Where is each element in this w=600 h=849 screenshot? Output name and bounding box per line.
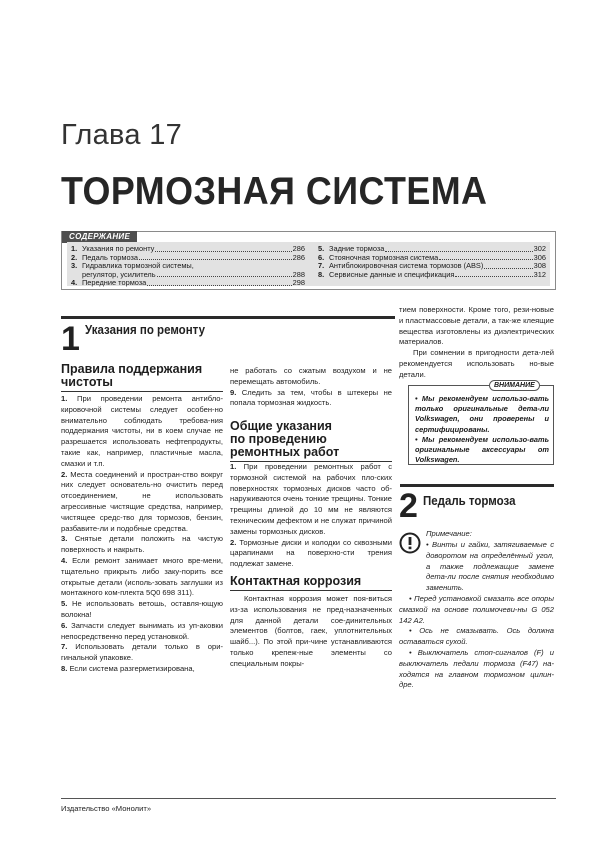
column-2-corrosion-text — [230, 594, 392, 670]
section-title: Педаль тормоза — [423, 494, 516, 508]
attention-label: ВНИМАНИЕ — [489, 380, 540, 391]
toc-heading: СОДЕРЖАНИЕ — [62, 231, 137, 243]
paragraph: 2. Места соединений и простран-ство вокруг них следует основатель-но очистить перед отсоединением, не использовать агрессивные чистящие средства, например, чистящее средс-тво для тормозов, бензин, разбавите-ли и подобные средства. — [61, 469, 223, 533]
column-2-general-text — [230, 462, 392, 570]
section-divider — [61, 316, 395, 319]
page-title: ТОРМОЗНАЯ СИСТЕМА — [61, 170, 488, 213]
column-3-top-text — [399, 305, 554, 381]
toc-column-left — [71, 245, 305, 288]
paragraph: тием поверхности. Кроме того, рези-новые и пластмассовые детали, а так-же клеящие вещества изготовлены из диэлектрических материалов. — [399, 305, 554, 347]
paragraph: 3. Снятые детали положить на чистую поверхность и накрыть. — [61, 534, 223, 555]
toc-entry[interactable]: 2. Педаль тормоза 286 — [71, 252, 305, 262]
remark-label: Примечание: — [426, 529, 472, 538]
toc-body — [67, 242, 550, 286]
paragraph: 1. При проведении ремонта антибло-кировочной системы следует особен-но внимательно соблюдать требова-ния поддержания чистоты, ни в коем случае не разрешается использовать нефтепродукты, такие как, например, пластичные масла, смазки и т.п. — [61, 394, 223, 468]
section-number: 1 — [61, 320, 80, 358]
toc-entry[interactable]: 5. Задние тормоза 302 — [318, 244, 546, 253]
chapter-label: Глава 17 — [61, 119, 183, 151]
paragraph: Контактная коррозия может поя-виться из-за использования не пред-назначенных для данной детали сое-динительных элементов (болтов, гаек, уплотнительных шайб...). По этой при-чине устанавливаются только крепеж-ные элементы со специальным покры- — [230, 594, 392, 668]
toc-entry[interactable]: 7. Антиблокировочная система тормозов (ABS) 308 — [318, 261, 546, 271]
column-1-text — [61, 394, 223, 675]
attention-text: • Мы рекомендуем использо-вать только оригинальные дета-ли Volkswagen, они проверены и сертифицированы. • Мы рекомендуем использо-вать оригинальные аксессуары от Volkswagen. — [415, 394, 549, 465]
remark-text: • Винты и гайки, затягиваемые с доворотом на определённый угол, а также подлежащие замене дета-ли после снятия необходимо заменить. • Перед установкой смазать все опоры смазкой на основе полимочеви-ны G 052 142 A2. • Ось не смазывать. Ось должна оставаться сухой. • Выключатель стоп-сигналов (F) и выключатель педали тормоза (F47) на-ходятся на главном тормозном цилин-дре. — [399, 540, 554, 690]
toc-entry[interactable]: 1. Указания по ремонту 286 — [71, 244, 305, 253]
subheading-corrosion: Контактная коррозия — [230, 575, 392, 591]
footer-divider — [61, 798, 556, 799]
paragraph: При сомнении в пригодности дета-лей рекомендуется использовать но-вые детали. — [399, 348, 554, 379]
column-2-top-text — [230, 366, 392, 409]
publisher-footer: Издательство «Монолит» — [61, 804, 152, 813]
paragraph: 5. Не использовать ветошь, оставля-ющую волокна! — [61, 599, 223, 619]
paragraph: 4. Если ремонт занимает много вре-мени, тщательно прикрыть либо заку-порить все открытые детали (исполь-зовать заглушки из монтажного ком-плекта 5Q0 698 311). — [61, 555, 223, 598]
section-number: 2 — [399, 487, 418, 525]
toc-entry[interactable]: 4. Передние тормоза 298 — [71, 278, 305, 288]
paragraph: 7. Использовать детали только в ори-гинальной упаковке. — [61, 642, 223, 663]
paragraph: 9. Следить за тем, чтобы в штекеры не попала тормозная жидкость. — [230, 387, 392, 408]
toc-column-right — [318, 245, 546, 279]
attention-box — [408, 382, 554, 465]
toc-entry[interactable]: 3. Гидравлика тормозной системы, регулятор, усилитель 288 — [71, 261, 305, 279]
subheading-cleanliness: Правила поддержания чистоты — [61, 363, 223, 392]
paragraph: 1. При проведении ремонтных работ с тормозной системой на рабочих пло-ских поверхностях тормозных дисков часто об-наруживаются очень тонкие трещины. Тонкие трещины длиной до 10 мм не являются техническим дефектом и не служат причиной замены тормозных дисков. — [230, 462, 392, 536]
section-title: Указания по ремонту — [85, 323, 205, 337]
subheading-general: Общие указания по проведению ремонтных работ — [230, 420, 392, 464]
paragraph: 8. Если система разгерметизирована, — [61, 663, 195, 673]
table-of-contents — [61, 231, 556, 290]
paragraph: 2. Тормозные диски и колодки со сквозными царапинами на поверхно-сти трения подлежат замене. — [230, 537, 392, 569]
paragraph: не работать со сжатым воздухом и не перемещать автомобиль. — [230, 366, 392, 386]
toc-entry[interactable]: 8. Сервисные данные и спецификация 312 — [318, 269, 546, 279]
paragraph: 6. Запчасти следует вынимать из уп-аковки непосредственно перед установкой. — [61, 620, 223, 641]
toc-entry[interactable]: 6. Стояночная тормозная система 306 — [318, 252, 546, 262]
section-divider — [400, 484, 554, 487]
